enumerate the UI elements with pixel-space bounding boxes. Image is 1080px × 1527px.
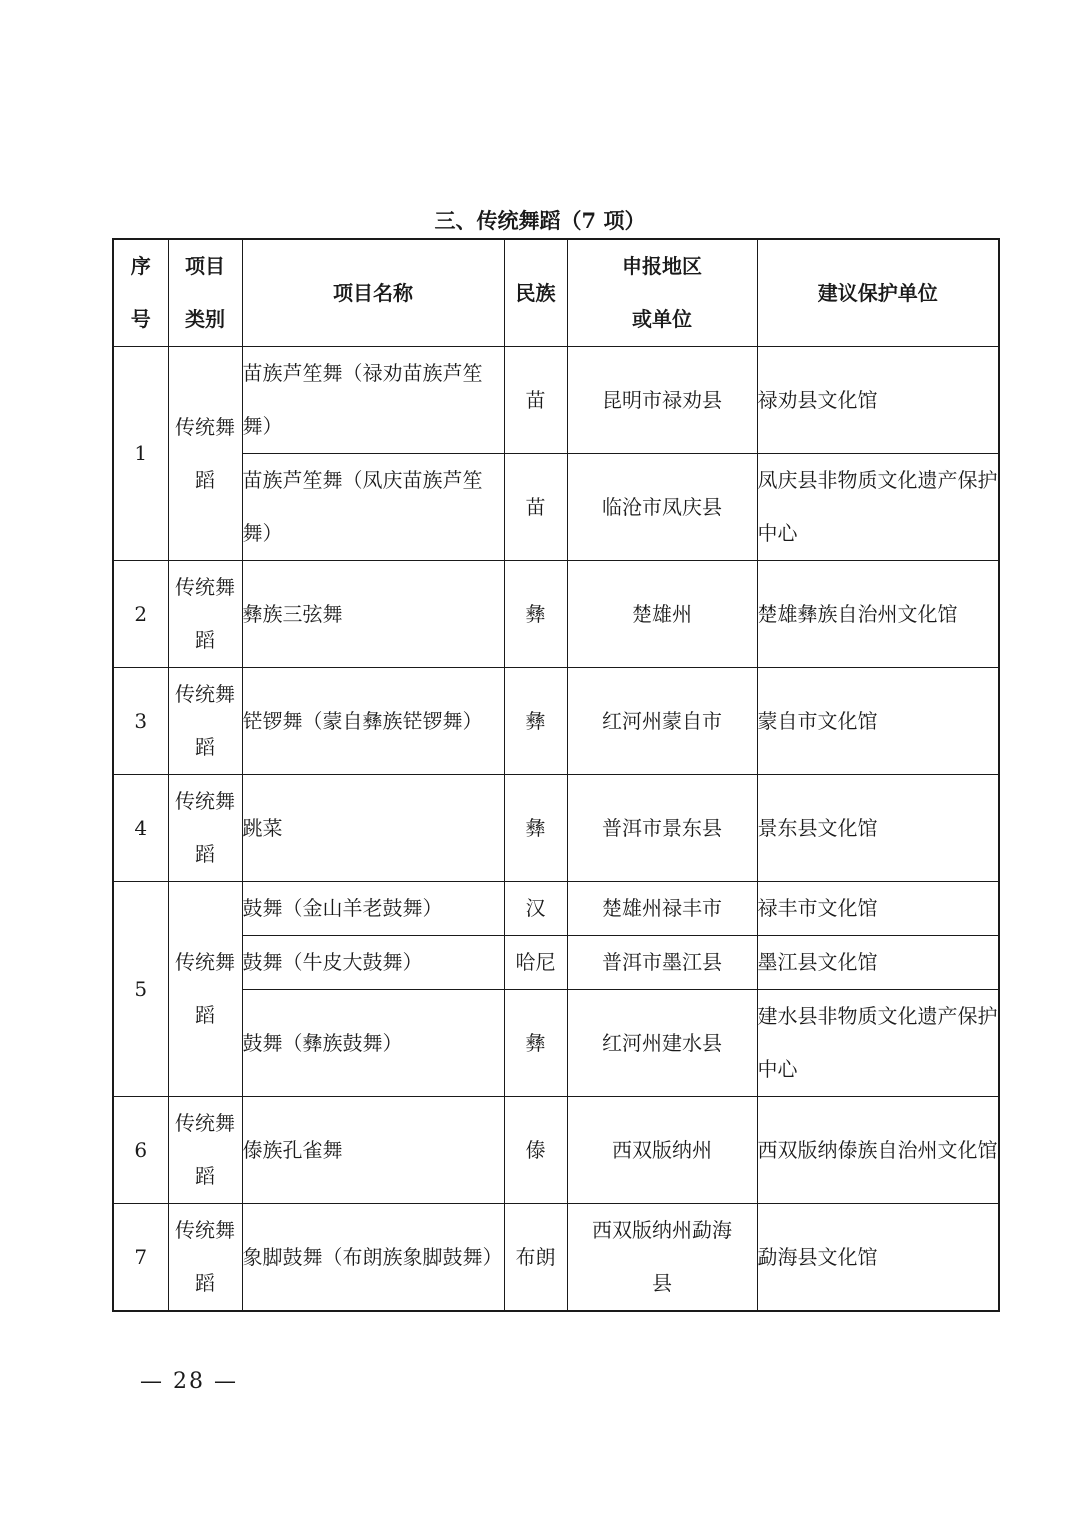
- heritage-list-table: [112, 238, 1000, 1312]
- table-row: [113, 1097, 999, 1204]
- table-header-row: [113, 239, 999, 347]
- item-unit: 禄劝县文化馆: [757, 347, 999, 454]
- header-category: 项目类别: [168, 239, 242, 347]
- item-unit: 建水县非物质文化遗产保护中心: [757, 990, 999, 1097]
- item-unit: 禄丰市文化馆: [757, 882, 999, 936]
- item-region: 昆明市禄劝县: [567, 347, 757, 454]
- item-name: 鼓舞（牛皮大鼓舞）: [242, 936, 504, 990]
- item-region: 楚雄州禄丰市: [567, 882, 757, 936]
- item-region: 西双版纳州: [567, 1097, 757, 1204]
- item-ethnic: 布朗: [504, 1204, 567, 1312]
- row-category: 传统舞蹈: [168, 668, 242, 775]
- item-name: 跳菜: [242, 775, 504, 882]
- table-row: [113, 990, 999, 1097]
- row-category: 传统舞蹈: [168, 1097, 242, 1204]
- row-category: 传统舞蹈: [168, 1204, 242, 1312]
- section-title: 三、传统舞蹈（7 项）: [434, 208, 646, 233]
- row-category: 传统舞蹈: [168, 882, 242, 1097]
- item-ethnic: 彝: [504, 561, 567, 668]
- header-region: 申报地区或单位: [567, 239, 757, 347]
- item-unit: 勐海县文化馆: [757, 1204, 999, 1312]
- row-category: 传统舞蹈: [168, 561, 242, 668]
- item-unit: 凤庆县非物质文化遗产保护中心: [757, 454, 999, 561]
- item-region: 普洱市墨江县: [567, 936, 757, 990]
- item-region: 临沧市凤庆县: [567, 454, 757, 561]
- row-no: 7: [113, 1204, 168, 1312]
- item-ethnic: 汉: [504, 882, 567, 936]
- header-unit: 建议保护单位: [757, 239, 999, 347]
- item-region: 红河州蒙自市: [567, 668, 757, 775]
- item-name: 苗族芦笙舞（禄劝苗族芦笙舞）: [242, 347, 504, 454]
- item-ethnic: 彝: [504, 668, 567, 775]
- item-unit: 楚雄彝族自治州文化馆: [757, 561, 999, 668]
- item-name: 傣族孔雀舞: [242, 1097, 504, 1204]
- row-no: 5: [113, 882, 168, 1097]
- table-row: [113, 454, 999, 561]
- page-number: — 28 —: [140, 1369, 238, 1394]
- item-unit: 西双版纳傣族自治州文化馆: [757, 1097, 999, 1204]
- row-no: 2: [113, 561, 168, 668]
- item-ethnic: 彝: [504, 775, 567, 882]
- item-ethnic: 苗: [504, 347, 567, 454]
- table-row: [113, 936, 999, 990]
- table-row: [113, 775, 999, 882]
- item-name: 彝族三弦舞: [242, 561, 504, 668]
- item-ethnic: 彝: [504, 990, 567, 1097]
- table-row: [113, 668, 999, 775]
- table-row: [113, 561, 999, 668]
- item-name: 象脚鼓舞（布朗族象脚鼓舞）: [242, 1204, 504, 1312]
- item-ethnic: 哈尼: [504, 936, 567, 990]
- item-unit: 景东县文化馆: [757, 775, 999, 882]
- row-no: 6: [113, 1097, 168, 1204]
- header-no: 序号: [113, 239, 168, 347]
- table-row: [113, 1204, 999, 1312]
- table-row: [113, 347, 999, 454]
- item-region: 普洱市景东县: [567, 775, 757, 882]
- header-ethnic: 民族: [504, 239, 567, 347]
- item-region: 楚雄州: [567, 561, 757, 668]
- item-name: 铓锣舞（蒙自彝族铓锣舞）: [242, 668, 504, 775]
- row-no: 3: [113, 668, 168, 775]
- item-name: 苗族芦笙舞（凤庆苗族芦笙舞）: [242, 454, 504, 561]
- row-no: 1: [113, 347, 168, 561]
- item-ethnic: 傣: [504, 1097, 567, 1204]
- item-region: 红河州建水县: [567, 990, 757, 1097]
- item-region: 西双版纳州勐海县: [567, 1204, 757, 1312]
- item-name: 鼓舞（彝族鼓舞）: [242, 990, 504, 1097]
- table-row: [113, 882, 999, 936]
- item-unit: 墨江县文化馆: [757, 936, 999, 990]
- item-unit: 蒙自市文化馆: [757, 668, 999, 775]
- item-ethnic: 苗: [504, 454, 567, 561]
- row-category: 传统舞蹈: [168, 347, 242, 561]
- header-name: 项目名称: [242, 239, 504, 347]
- item-name: 鼓舞（金山羊老鼓舞）: [242, 882, 504, 936]
- row-no: 4: [113, 775, 168, 882]
- row-category: 传统舞蹈: [168, 775, 242, 882]
